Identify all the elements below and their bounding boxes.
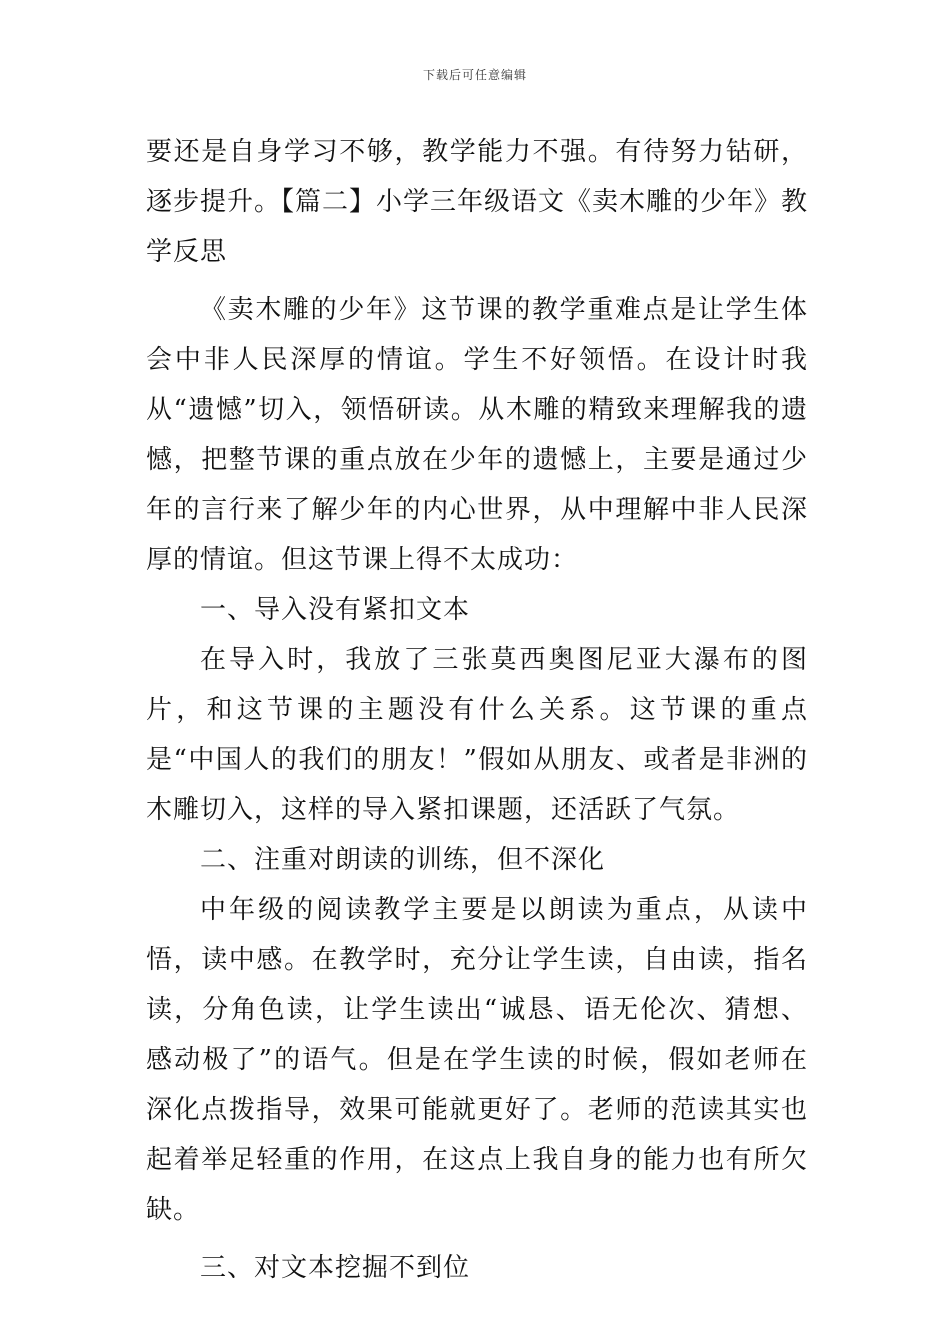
document-body	[146, 127, 808, 1293]
paragraph-section-2: 中年级的阅读教学主要是以朗读为重点，从读中悟，读中感。在教学时，充分让学生读，自由读，指名读，分角色读，让学生读出“诚恳、语无伦次、猜想、感动极了”的语气。但是在学生读的时候，假如老师在深化点拨指导，效果可能就更好了。老师的范读其实也起着举足轻重的作用，在这点上我自身的能力也有所欠缺。	[146, 895, 808, 1225]
paragraph-section-1: 在导入时，我放了三张莫西奥图尼亚大瀑布的图片，和这节课的主题没有什么关系。这节课的重点是“中国人的我们的朋友！”假如从朋友、或者是非洲的木雕切入，这样的导入紧扣课题，还活跃了气氛。	[146, 645, 808, 825]
paragraph-continuation: 要还是自身学习不够，教学能力不强。有待努力钻研，逐步提升。【篇二】小学三年级语文《卖木雕的少年》教学反思	[146, 137, 809, 267]
section-heading-1: 一、导入没有紧扣文本	[200, 595, 471, 625]
section-heading-2: 二、注重对朗读的训练，但不深化	[200, 845, 606, 875]
page-header: 下载后可任意编辑	[422, 68, 527, 82]
paragraph-intro: 《卖木雕的少年》这节课的教学重难点是让学生体会中非人民深厚的情谊。学生不好领悟。在设计时我从“遗憾”切入，领悟研读。从木雕的精致来理解我的遗憾，把整节课的重点放在少年的遗憾上，主要是通过少年的言行来了解少年的内心世界，从中理解中非人民深厚的情谊。但这节课上得不太成功：	[146, 295, 808, 575]
section-heading-3: 三、对文本挖掘不到位	[200, 1253, 471, 1283]
